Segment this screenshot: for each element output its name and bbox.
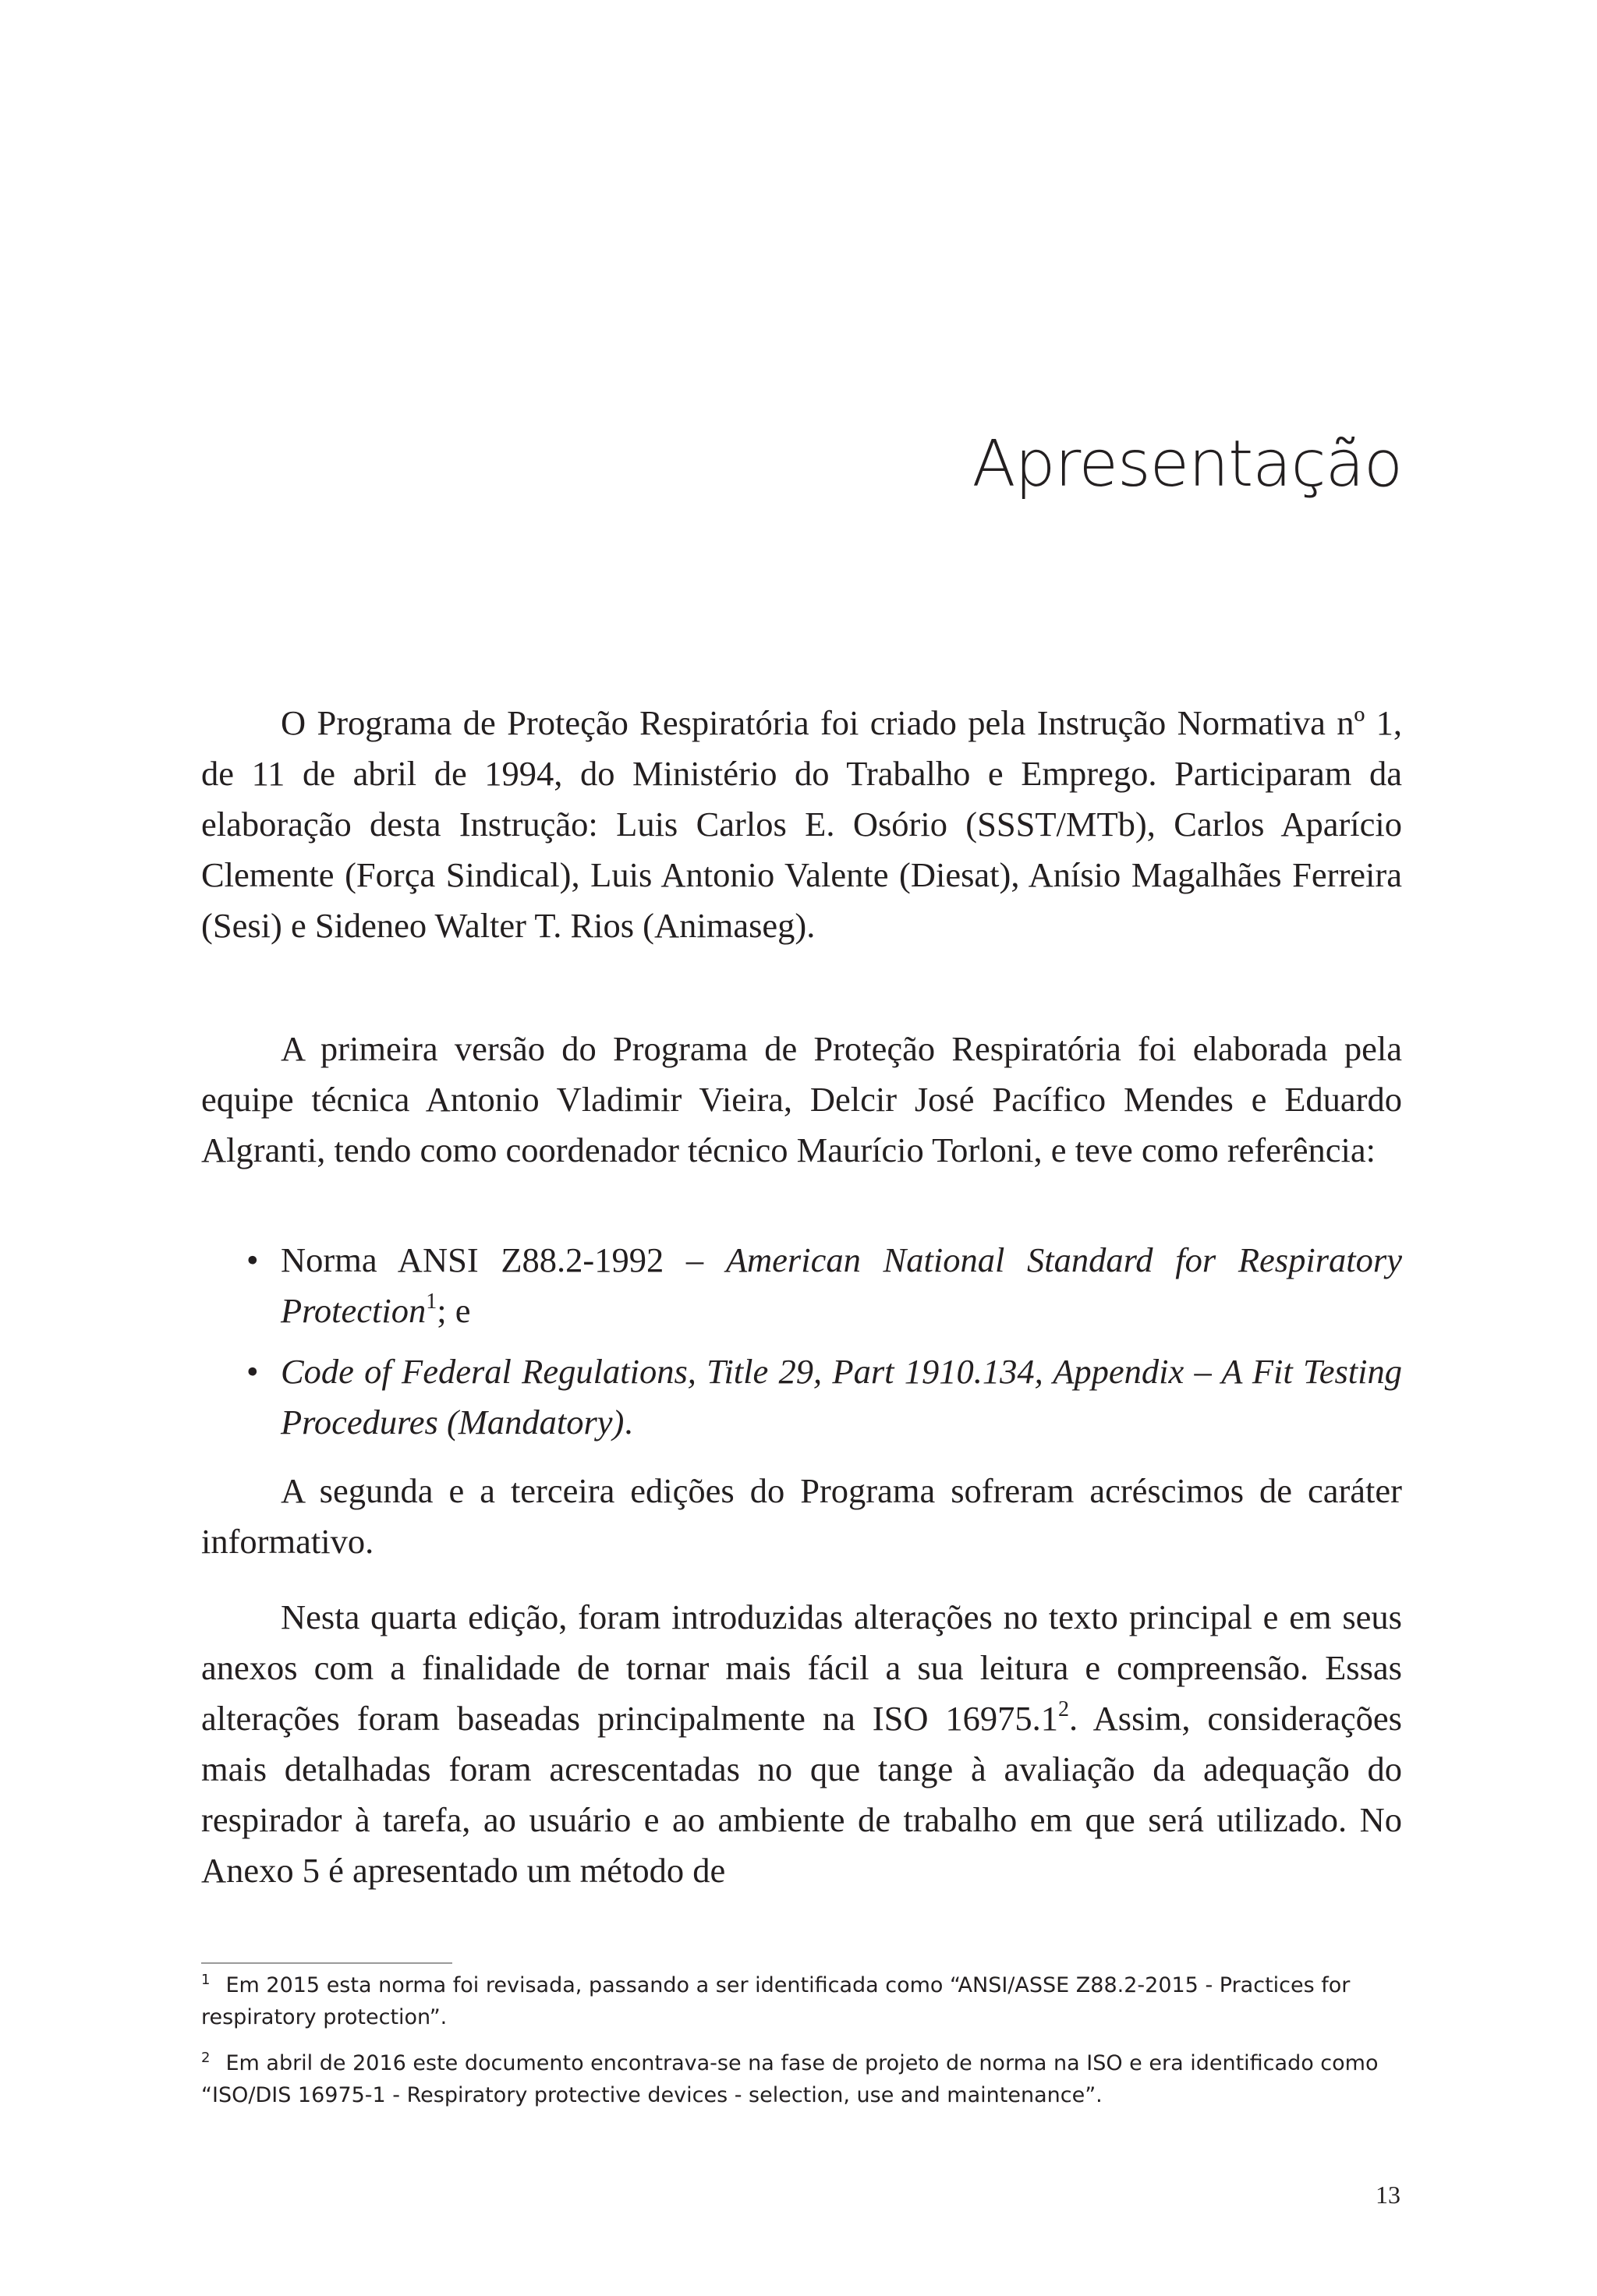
footnote-ref: 1: [426, 1290, 437, 1314]
paragraph-text: Nesta quarta edição, foram introduzidas alterações no texto principal e em seus anexos com a finalidade de tornar mais fácil a sua leitura e compreensão. Essas alterações foram baseadas principalmente na ISO 16975.1: [201, 1597, 1402, 1738]
footnote-number: 1: [201, 1972, 211, 1988]
footnote: [201, 1969, 1402, 2033]
footnote-text: Em abril de 2016 este documento encontrava-se na fase de projeto de norma na ISO e era identificado como “ISO/DIS 16975-1 - Respiratory protective devices - selection, use and maintenance”.: [201, 2051, 1379, 2107]
reference-title: Code of Federal Regulations, Title 29, Part 1910.134, Appendix – A Fit Testing Procedures (Mandatory): [281, 1352, 1402, 1442]
paragraph-fourth-edition: [201, 1592, 1402, 1896]
footnote-divider: [201, 1962, 452, 1964]
footnote-text: Em 2015 esta norma foi revisada, passando a ser identificada como “ANSI/ASSE Z88.2-2015 - Practices for respiratory protection”.: [201, 1973, 1351, 2029]
bullet-icon: •: [246, 1240, 259, 1279]
page-number: 13: [1376, 2181, 1400, 2209]
footnote-ref: 2: [1058, 1697, 1070, 1721]
footnote: [201, 2047, 1402, 2111]
page-title: Apresentação: [972, 427, 1402, 501]
paragraph-origin: O Programa de Proteção Respiratória foi criado pela Instrução Normativa nº 1, de 11 de abril de 1994, do Ministério do Trabalho e Emprego. Participaram da elaboração desta Instrução: Luis Carlos E. Osório (SSST/MTb), Carlos Aparício Clemente (Força Sindical), Luis Antonio Valente (Diesat), Anísio Magalhães Ferreira (Sesi) e Sideneo Walter T. Rios (Animaseg).: [201, 703, 1402, 945]
paragraph-editions: A segunda e a terceira edições do Programa sofreram acréscimos de caráter informativo.: [201, 1471, 1402, 1561]
list-item: [246, 1346, 1402, 1448]
reference-suffix: ; e: [437, 1291, 471, 1330]
reference-suffix: .: [624, 1403, 633, 1442]
bullet-icon: •: [246, 1352, 259, 1391]
list-item: [246, 1235, 1402, 1336]
reference-prefix: Norma ANSI Z88.2-1992 –: [281, 1240, 726, 1279]
reference-title: American National Standard for Respiratory Protection: [281, 1240, 1402, 1330]
footnote-number: 2: [201, 2050, 211, 2066]
paragraph-first-version: A primeira versão do Programa de Proteção Respiratória foi elaborada pela equipe técnica Antonio Vladimir Vieira, Delcir José Pacífico Mendes e Eduardo Algranti, tendo como coordenador técnico Maurício Torloni, e teve como referência:: [201, 1029, 1402, 1169]
reference-list: [246, 1235, 1402, 1458]
paragraph-text: . Assim, considerações mais detalhadas foram acrescentadas no que tange à avaliação da adequação do respirador à tarefa, ao usuário e ao ambiente de trabalho em que será utilizado. No Anexo 5 é apresentado um método de: [201, 1699, 1402, 1890]
